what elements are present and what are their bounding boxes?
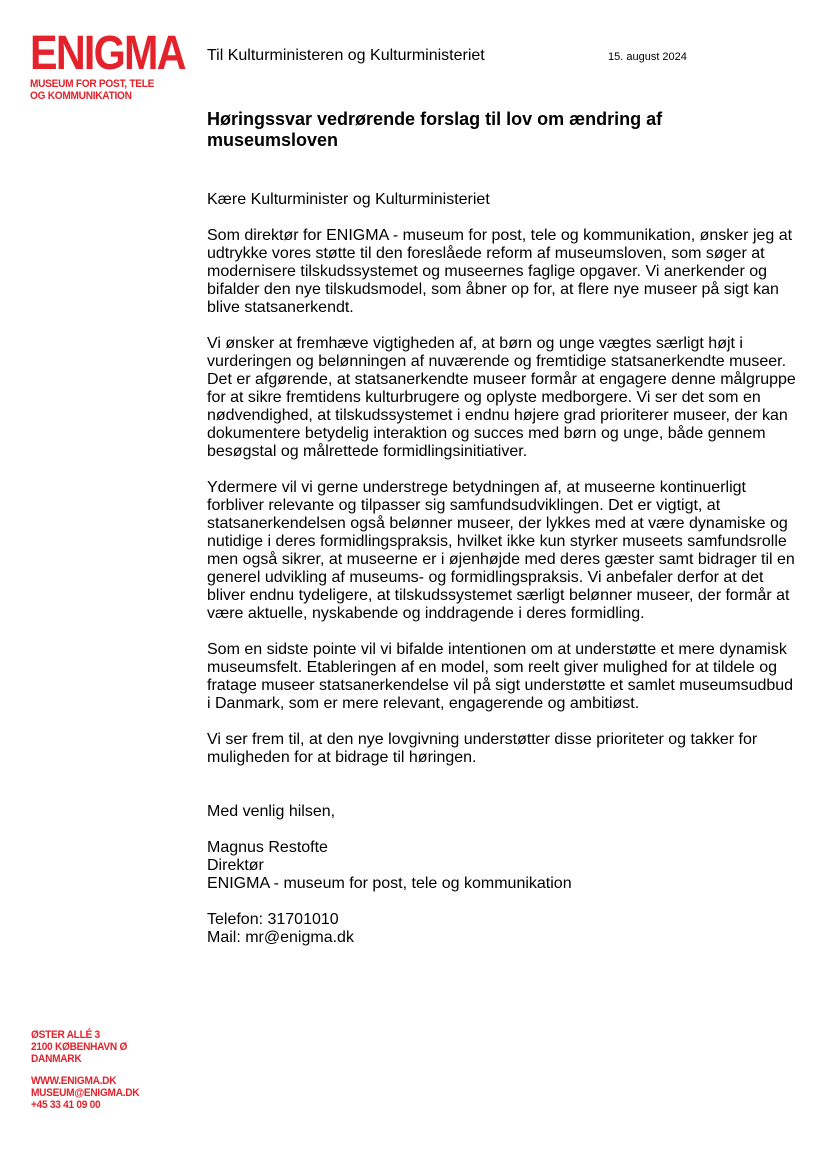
contact-phone: Telefon: 31701010 xyxy=(207,911,339,928)
body-paragraph-4: Som en sidste pointe vil vi bifalde intentionen om at understøtte et mere dynamisk museumsfelt. Etableringen af en model, som reelt giver mulighed for at tildele og fratage museer statsanerkendelse vil på sigt understøtte et samlet museumsudbud i Danmark, som er mere relevant, engagerende og ambitiøst. xyxy=(207,641,794,712)
footer-email: MUSEUM@ENIGMA.DK xyxy=(31,1086,140,1099)
body-paragraph-3: Ydermere vil vi gerne understrege betydningen af, at museerne kontinuerligt forbliver relevante og tilpasser sig samfundsudviklingen. Det er vigtigt, at statsanerkendelsen også belønner museer, der lykkes med at være dynamiske og nutidige i deres formidlingspraksis, hvilket ikke kun styrker museets samfundsrolle men også sikrer, at museerne er i øjenhøjde med deres gæster samt bidrager til en generel udvikling af museums- og formidlingspraksis. Vi anbefaler derfor at det bliver endnu tydeligere, at tilskudssystemet særligt belønner museer, der formår at være aktuelle, nyskabende og inddragende i deres formidling. xyxy=(207,479,795,622)
footer-address-city: 2100 KØBENHAVN Ø xyxy=(31,1041,128,1054)
footer-phone: +45 33 41 09 00 xyxy=(31,1099,101,1112)
letter-body xyxy=(207,191,797,965)
body-paragraph-2: Vi ønsker at fremhæve vigtigheden af, at børn og unge vægtes særligt højt i vurderingen og belønningen af nuværende og fremtidige statsanerkendte museer. Det er afgørende, at statsanerkendte museer formår at engagere denne målgruppe for at sikre fremtidens kulturbrugere og oplyste medborgere. Vi ser det som en nødvendighed, at tilskudssystemet i endnu højere grad prioriterer museer, der kan dokumentere betydelig interaktion og succes med børn og unge, både gennem besøgstal og målrettede formidlingsinitiativer. xyxy=(207,335,796,460)
logo-subtitle-line-1: MUSEUM FOR POST, TELE xyxy=(30,78,155,90)
contact-mail: Mail: mr@enigma.dk xyxy=(207,929,354,946)
footer-address-country: DANMARK xyxy=(31,1053,82,1066)
letterhead-footer xyxy=(31,1029,171,1111)
enigma-logo xyxy=(30,27,185,102)
signatory-name: Magnus Restofte xyxy=(207,839,328,856)
body-paragraph-1: Som direktør for ENIGMA - museum for post, tele og kommunikation, ønsker jeg at udtrykke vores støtte til den foreslåede reform af museumsloven, som søger at modernisere tilskudssystemet og museernes faglige opgaver. Vi anerkender og bifalder den nye tilskudsmodel, som åbner op for, at flere nye museer på sigt kan blive statsanerkendt. xyxy=(207,227,793,316)
letter-date: 15. august 2024 xyxy=(608,51,687,63)
body-paragraph-5: Vi ser frem til, at den nye lovgivning understøtter disse prioriteter og takker for muligheden for at bidrage til høringen. xyxy=(207,731,758,766)
signature-block xyxy=(207,839,797,893)
letter-subject: Høringssvar vedrørende forslag til lov om ændring af museumsloven xyxy=(207,109,663,150)
signatory-title: Direktør xyxy=(207,857,264,874)
letter-recipient: Til Kulturministeren og Kulturministeriet xyxy=(207,47,485,64)
logo-wordmark: ENIGMA xyxy=(30,27,185,80)
salutation: Kære Kulturminister og Kulturministeriet xyxy=(207,191,490,208)
footer-website: WWW.ENIGMA.DK xyxy=(31,1074,117,1087)
signatory-organization: ENIGMA - museum for post, tele og kommunikation xyxy=(207,875,572,892)
footer-address-street: ØSTER ALLÉ 3 xyxy=(31,1029,100,1041)
closing: Med venlig hilsen, xyxy=(207,803,336,820)
logo-subtitle-line-2: OG KOMMUNIKATION xyxy=(30,90,132,102)
contact-block xyxy=(207,911,797,947)
